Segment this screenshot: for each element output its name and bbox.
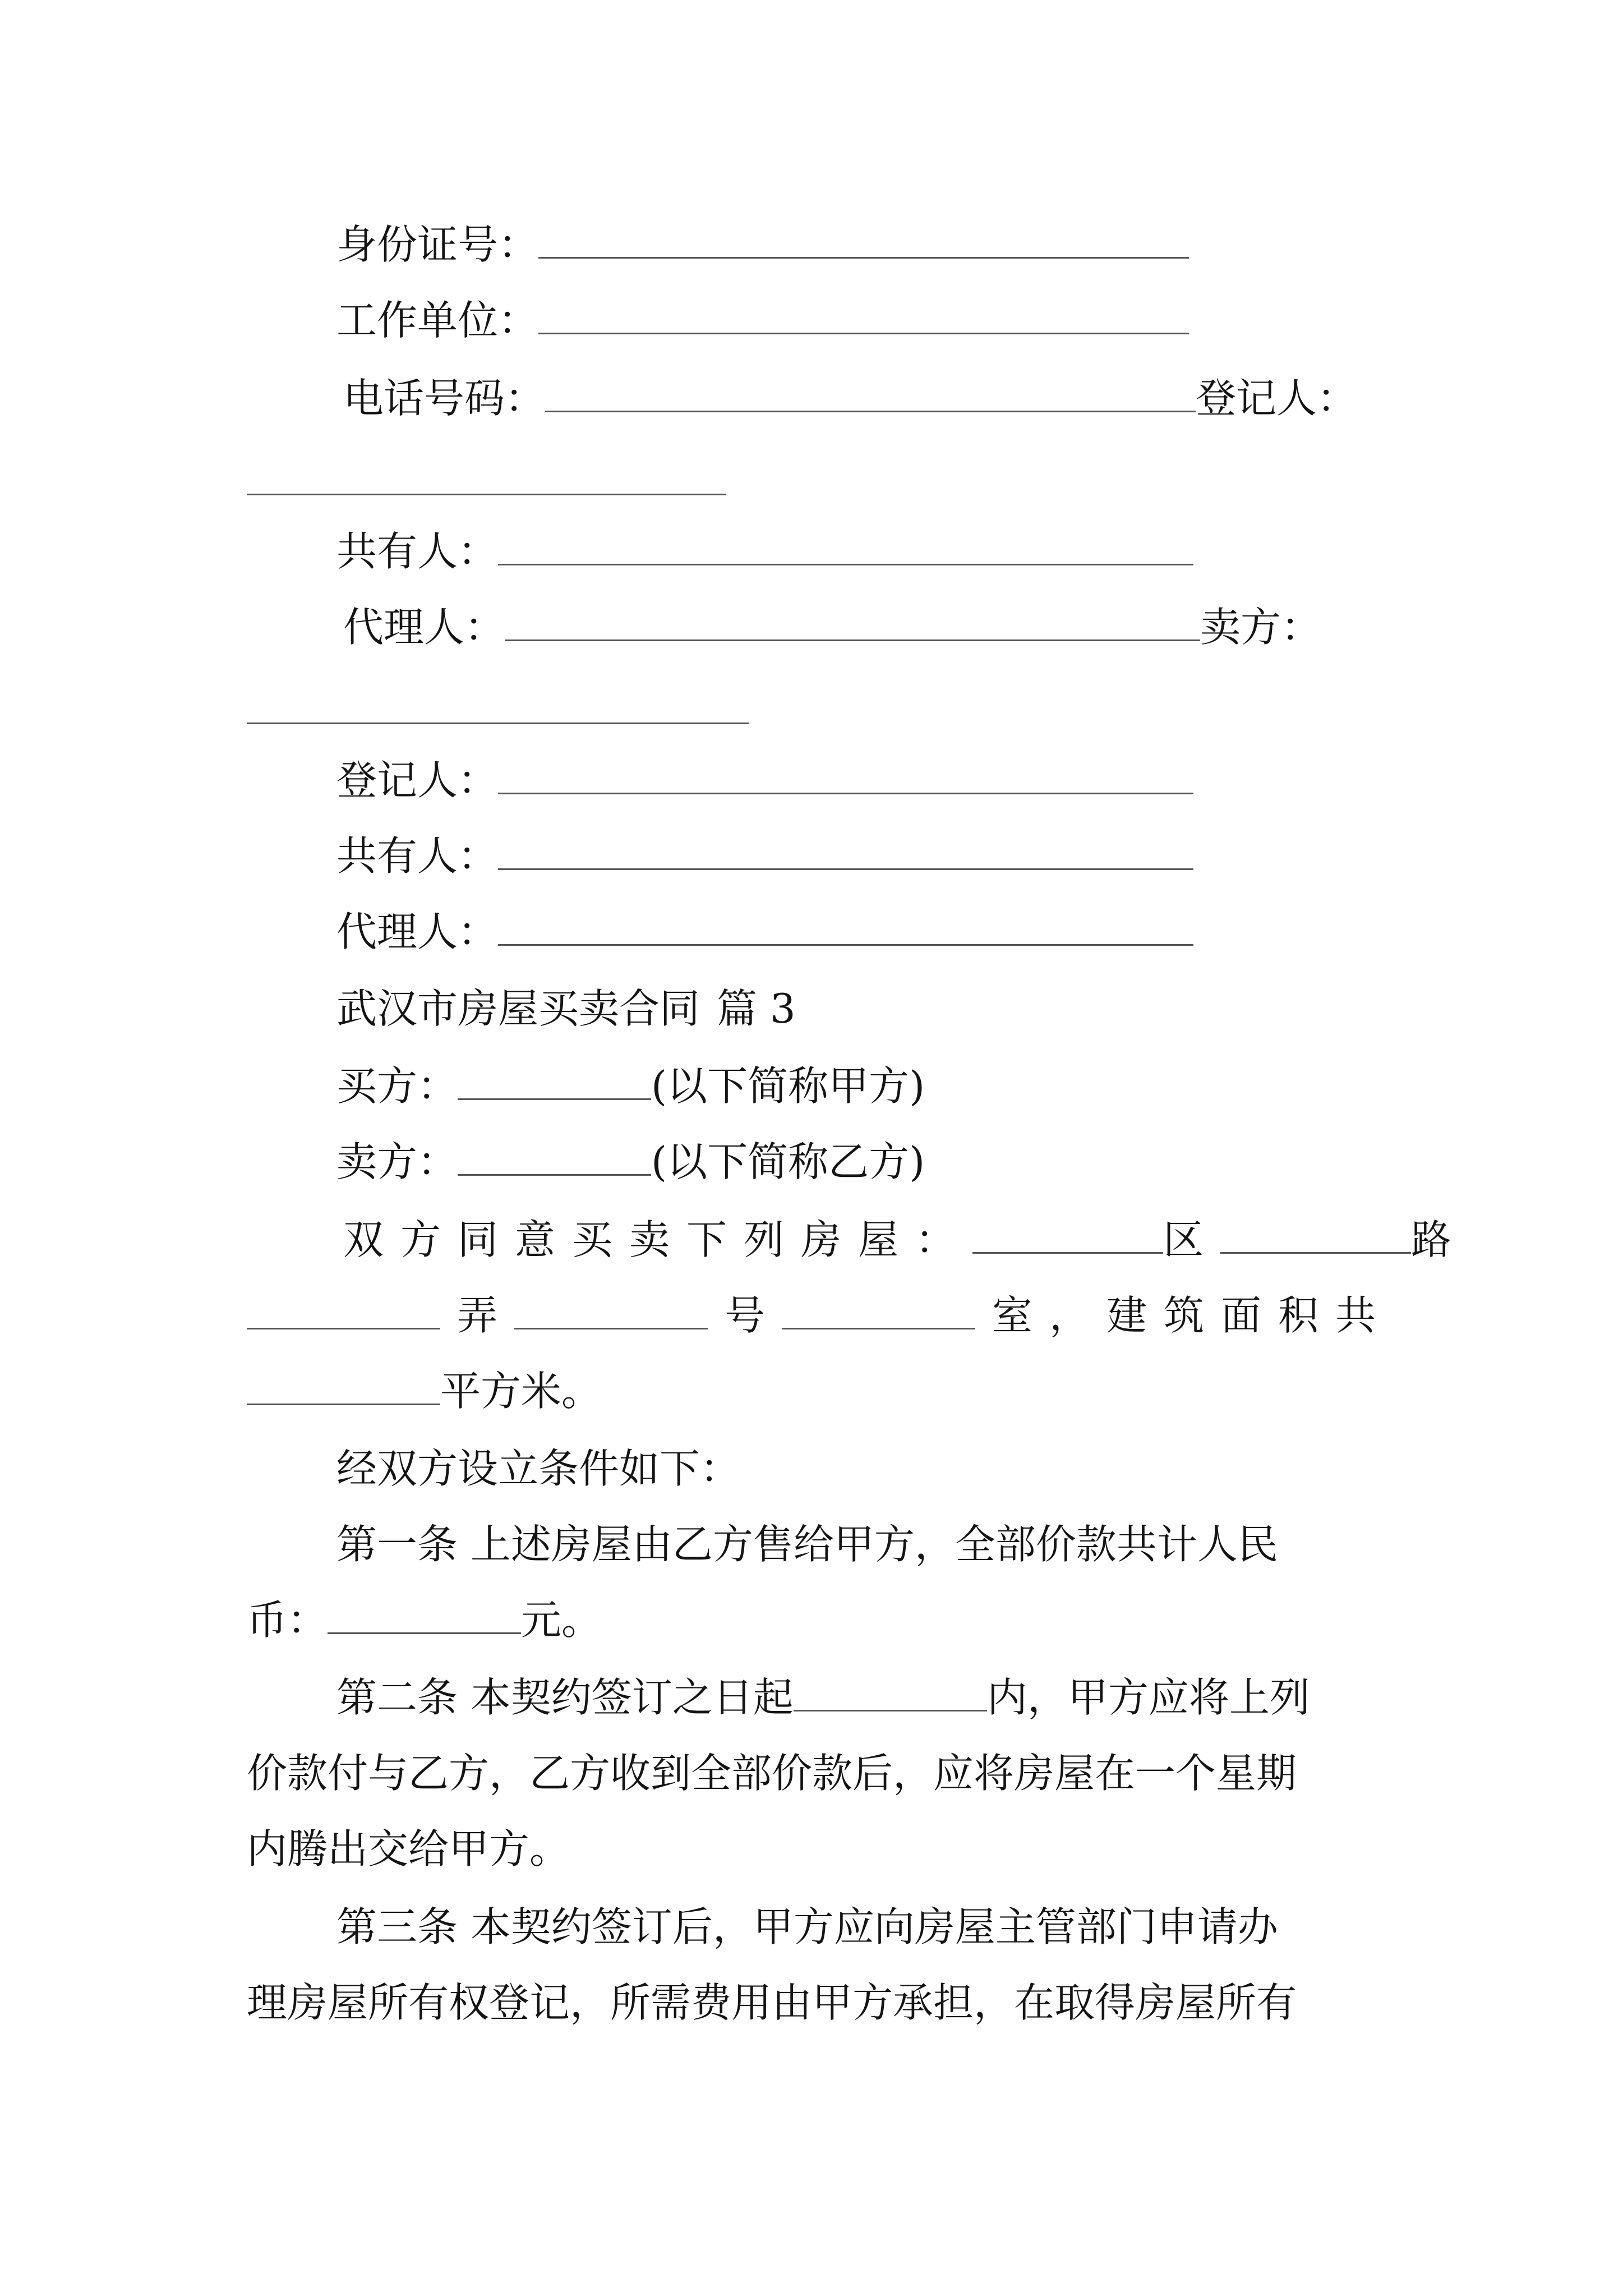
road-label: 路 (1411, 1216, 1469, 1263)
registrant-b-line (336, 753, 1193, 807)
co-owner-a-blank[interactable] (498, 540, 1193, 565)
registrant-a-label: 登记人： (1196, 375, 1358, 422)
district-label: 区 (1163, 1216, 1221, 1263)
id-number-line (336, 218, 1189, 272)
property-line-3 (247, 1364, 602, 1418)
id-number-blank[interactable] (538, 233, 1189, 259)
co-owner-a-line (336, 524, 1193, 578)
road-blank[interactable] (1220, 1228, 1411, 1254)
conditions-intro: 经双方设立条件如下： (336, 1445, 741, 1492)
agent-b-line (336, 905, 1193, 959)
registrant-b-label: 登记人： (336, 757, 499, 804)
work-unit-blank[interactable] (538, 309, 1189, 334)
section-title: 武汉市房屋买卖合同 (336, 985, 700, 1032)
buyer-blank[interactable] (458, 1074, 651, 1100)
article-2-suffix: 内，甲方应将上列 (986, 1674, 1310, 1721)
lane-label: 弄 (457, 1292, 498, 1339)
room-label: 室， (992, 1292, 1107, 1339)
seller-blank[interactable] (247, 698, 749, 724)
agent-a-blank[interactable] (505, 615, 1200, 641)
section-heading (336, 982, 796, 1036)
number-blank[interactable] (514, 1304, 708, 1329)
property-intro: 双方同意买卖下列房屋： (343, 1216, 973, 1263)
article-1-line-2 (247, 1593, 602, 1647)
article-3-line-2: 理房屋所有权登记，所需费用由甲方承担，在取得房屋所有 (247, 1979, 1297, 2026)
co-owner-b-label: 共有人： (336, 832, 499, 880)
payment-term-blank[interactable] (794, 1686, 987, 1711)
article-1-line-1: 第一条 上述房屋由乙方售给甲方，全部价款共计人民 (336, 1521, 1278, 1568)
seller-party-blank[interactable] (458, 1150, 651, 1176)
seller-party-line (336, 1135, 925, 1189)
phone-line (343, 371, 1357, 425)
agent-a-label: 代理人： (343, 604, 505, 651)
article-2-line-3: 内腾出交给甲方。 (247, 1825, 570, 1872)
agent-b-blank[interactable] (498, 920, 1193, 946)
registrant-b-blank[interactable] (498, 769, 1193, 794)
district-blank[interactable] (972, 1228, 1163, 1254)
phone-blank[interactable] (545, 386, 1196, 412)
seller-label: 卖方： (1200, 604, 1322, 651)
area-label: 建筑面积共 (1106, 1292, 1393, 1339)
buyer-suffix: (以下简称甲方) (651, 1062, 925, 1110)
area-unit: 平方米。 (440, 1368, 602, 1415)
article-3-line-1: 第三条 本契约签订后，甲方应向房屋主管部门申请办 (336, 1903, 1278, 1950)
price-blank[interactable] (328, 1608, 521, 1634)
section-part: 篇 3 (717, 985, 796, 1032)
co-owner-a-label: 共有人： (336, 528, 499, 575)
price-suffix: 元。 (521, 1596, 602, 1644)
number-label: 号 (725, 1292, 766, 1339)
article-2-line-1 (336, 1671, 1310, 1724)
price-prefix: 币： (247, 1596, 328, 1644)
seller-line (247, 683, 749, 737)
work-unit-line (336, 293, 1189, 347)
co-owner-b-blank[interactable] (498, 844, 1193, 870)
article-2-prefix: 第二条 本契约签订之日起 (336, 1674, 794, 1721)
lane-blank[interactable] (247, 1304, 440, 1329)
seller-party-suffix: (以下简称乙方) (651, 1138, 925, 1185)
buyer-line (336, 1059, 925, 1113)
room-blank[interactable] (782, 1304, 975, 1329)
property-line-2 (247, 1289, 1393, 1342)
seller-party-label: 卖方： (336, 1138, 458, 1185)
agent-b-label: 代理人： (336, 908, 499, 955)
area-blank[interactable] (247, 1379, 440, 1405)
registrant-a-line (247, 454, 726, 508)
property-line-1 (343, 1213, 1468, 1267)
work-unit-label: 工作单位： (336, 297, 539, 344)
article-2-line-2: 价款付与乙方，乙方收到全部价款后，应将房屋在一个星期 (247, 1750, 1297, 1797)
registrant-a-blank[interactable] (247, 470, 726, 495)
co-owner-b-line (336, 829, 1193, 883)
phone-label: 电话号码： (343, 375, 546, 422)
buyer-label: 买方： (336, 1062, 458, 1110)
id-number-label: 身份证号： (336, 221, 539, 268)
agent-a-line (343, 600, 1321, 654)
